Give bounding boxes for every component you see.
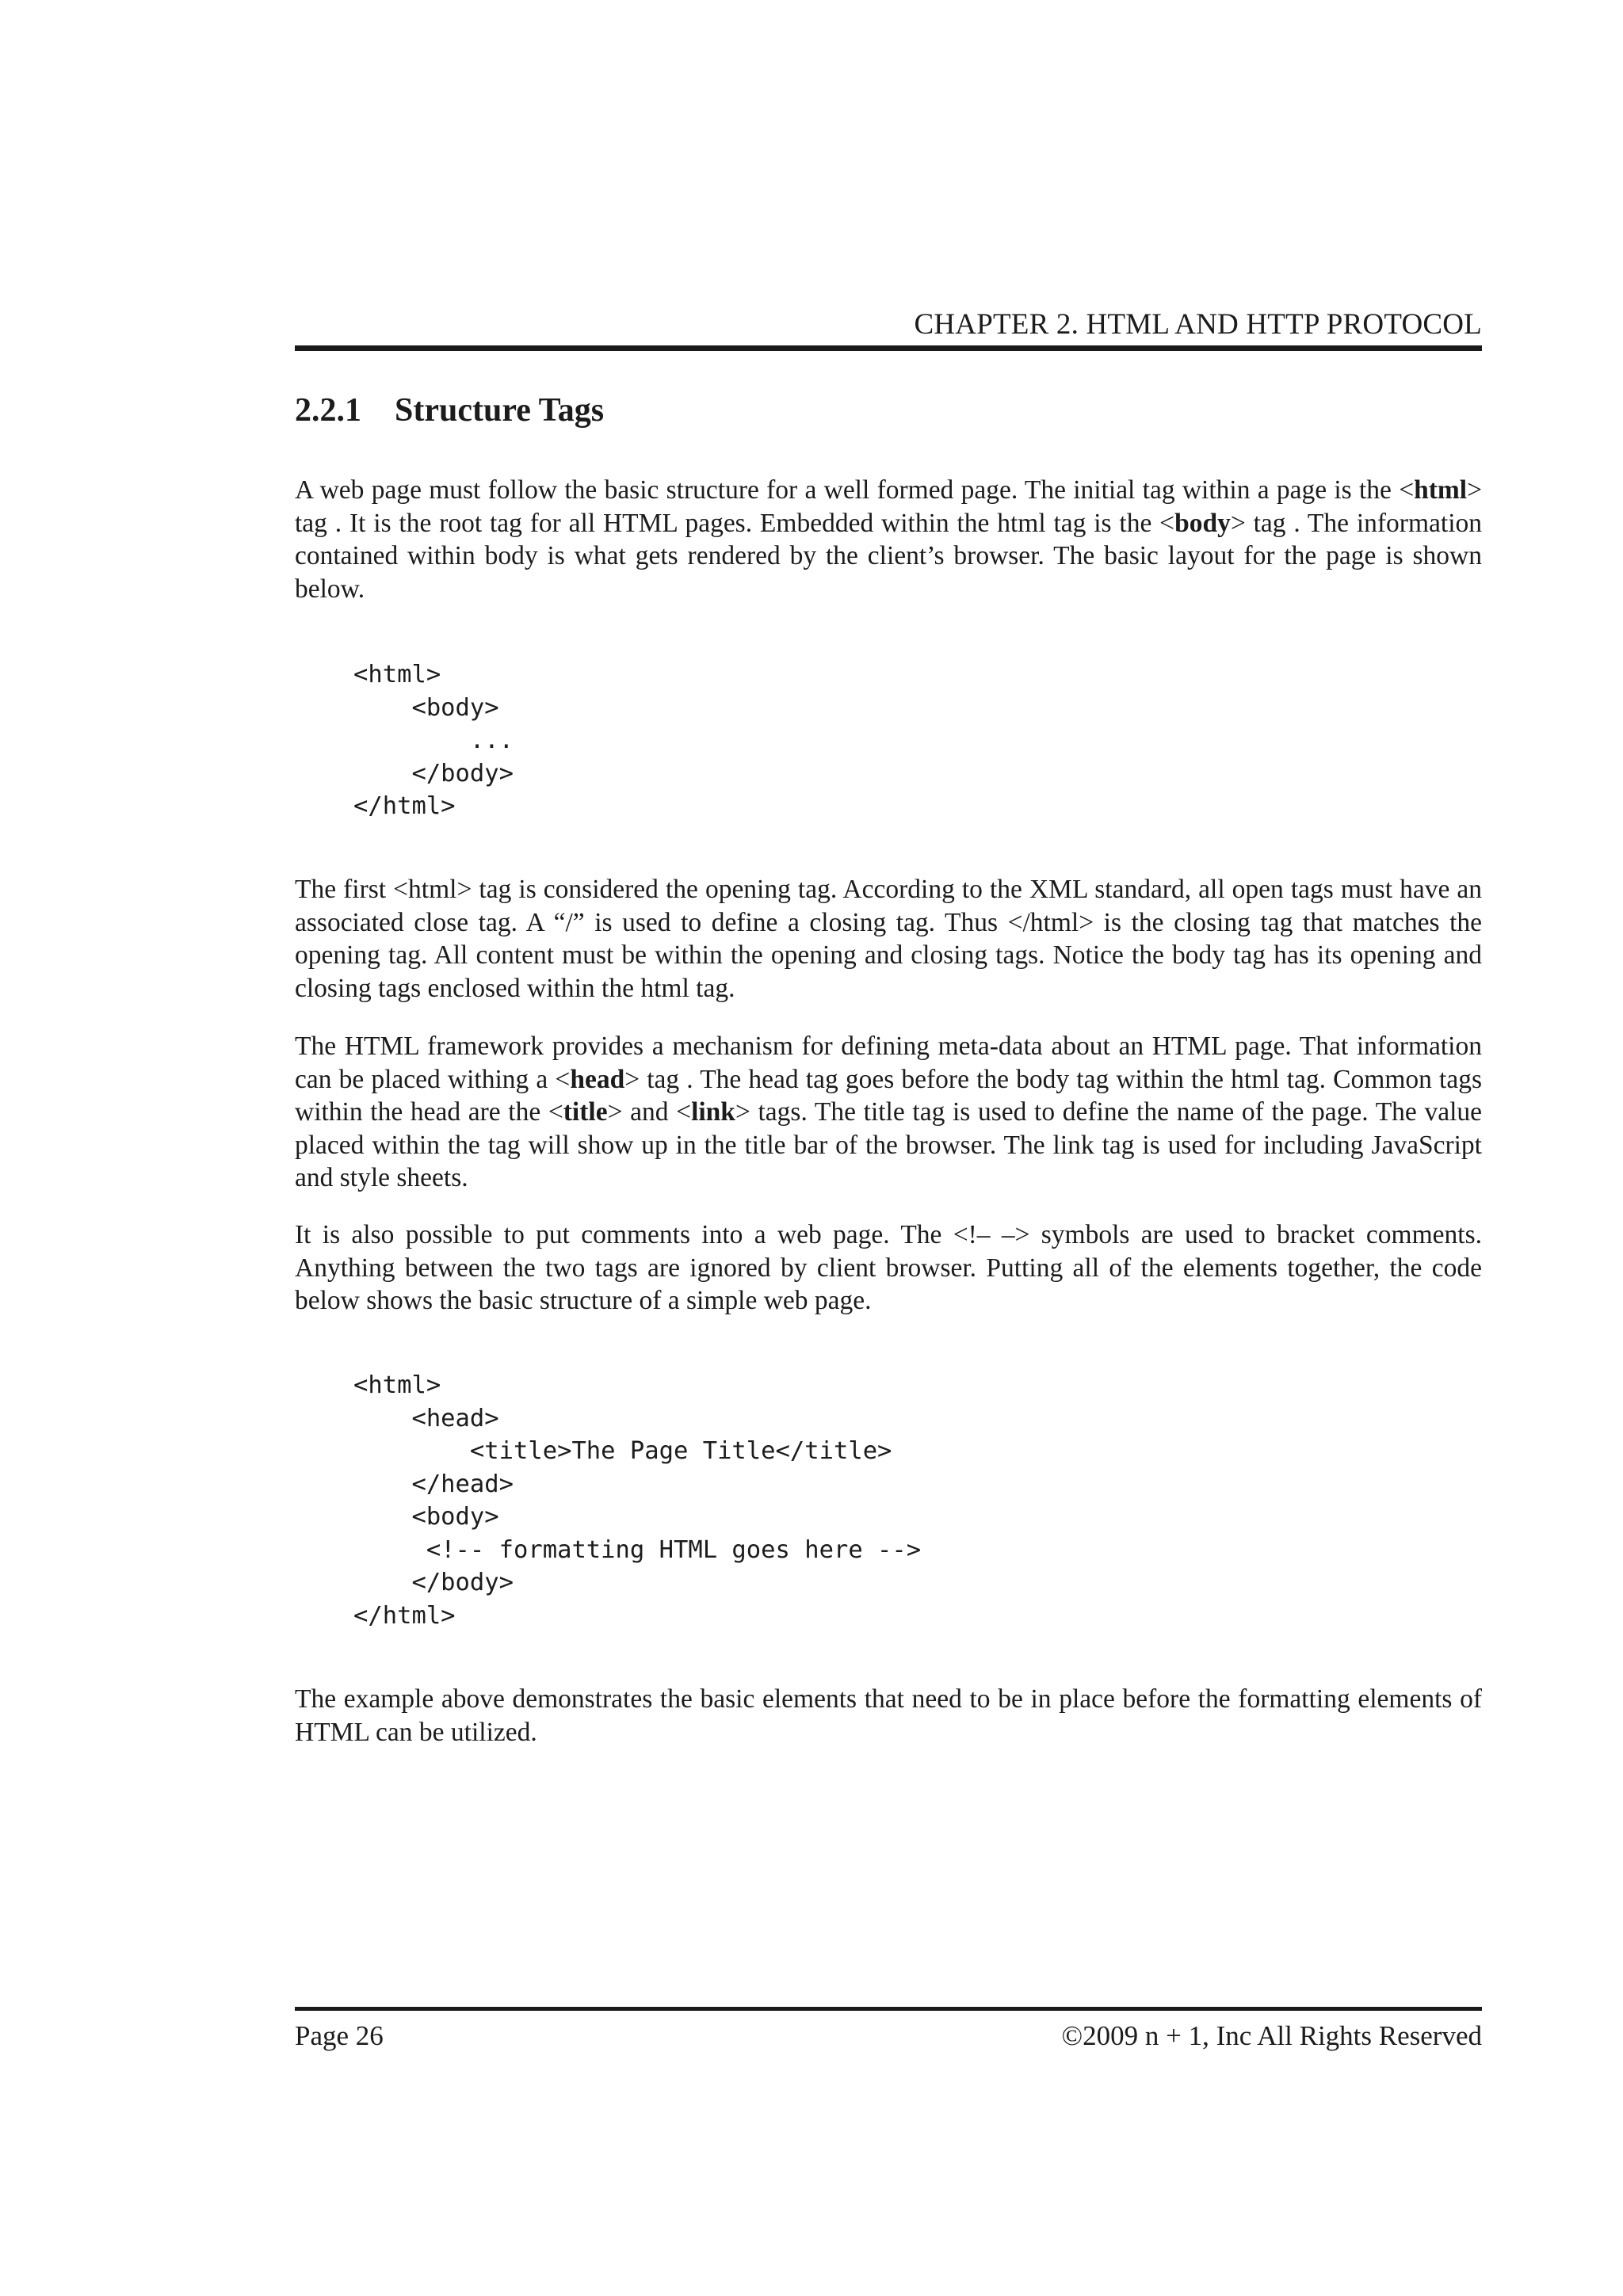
section-number: 2.2.1: [295, 392, 361, 429]
copyright-notice: ©2009 n + 1, Inc All Rights Reserved: [1061, 2020, 1482, 2051]
section-heading: [295, 388, 1087, 433]
code-block-basic-layout: <html> <body> ... </body> </html>: [353, 661, 514, 820]
paragraph-opening-tag: The first <html> tag is considered the opening tag. According to the XML standard, all open tags must have an associated close tag. A “/” is used to define a closing tag. Thus </html> is the closing tag that matches the opening tag. All content must be within the opening and closing tags. Notice the body tag has its opening and closing tags enclosed within the html tag.: [295, 875, 1482, 1003]
tag-name-title: title: [563, 1097, 608, 1127]
text-run: > and <: [607, 1097, 692, 1127]
section-title: Structure Tags: [395, 392, 605, 429]
tag-name-html: html: [1414, 475, 1468, 505]
text-run: A web page must follow the basic structure for a well formed page. The initial tag within a page is the <: [295, 475, 1415, 505]
tag-name-link: link: [691, 1097, 735, 1127]
tag-name-body: body: [1174, 508, 1231, 538]
text-run: The HTML framework provides a mechanism for defining meta-data about an HTML page. That information can be placed withing a <: [295, 1032, 1482, 1094]
code-block-full-structure: <html> <head> <title>The Page Title</title> </head> <body> <!-- formatting HTML goes here --> </body> </html>: [353, 1371, 922, 1630]
tag-name-head: head: [570, 1064, 625, 1094]
page-number: Page 26: [295, 2020, 384, 2051]
text-run: > tag . It is the root tag for all HTML pages. Embedded within the html tag is the <: [295, 475, 1482, 538]
text-run: > tag . The information contained within body is what gets rendered by the client’s browser. The basic layout for the page is shown below.: [295, 508, 1483, 604]
text-run: > tag . The head tag goes before the body tag within the html tag. Common tags within the head are the <: [295, 1064, 1482, 1127]
paragraph-comments: It is also possible to put comments into a web page. The <!– –> symbols are used to bracket comments. Anything between the two tags are ignored by client browser. Putting all of the elements together, the code below shows the basic structure of a simple web page.: [295, 1220, 1482, 1315]
paragraph-intro: [295, 474, 1482, 605]
text-run: > tags. The title tag is used to define the name of the page. The value placed within the tag will show up in the title bar of the browser. The link tag is used for including JavaScript and style sheets.: [295, 1097, 1482, 1192]
paragraph-conclusion: The example above demonstrates the basic elements that need to be in place before the formatting elements of HTML can be utilized.: [295, 1684, 1482, 1747]
footer-rule: [295, 2007, 1482, 2011]
running-header: CHAPTER 2. HTML AND HTTP PROTOCOL: [914, 308, 1482, 341]
header-rule: [295, 345, 1482, 351]
paragraph-head-tag: [295, 1030, 1482, 1195]
